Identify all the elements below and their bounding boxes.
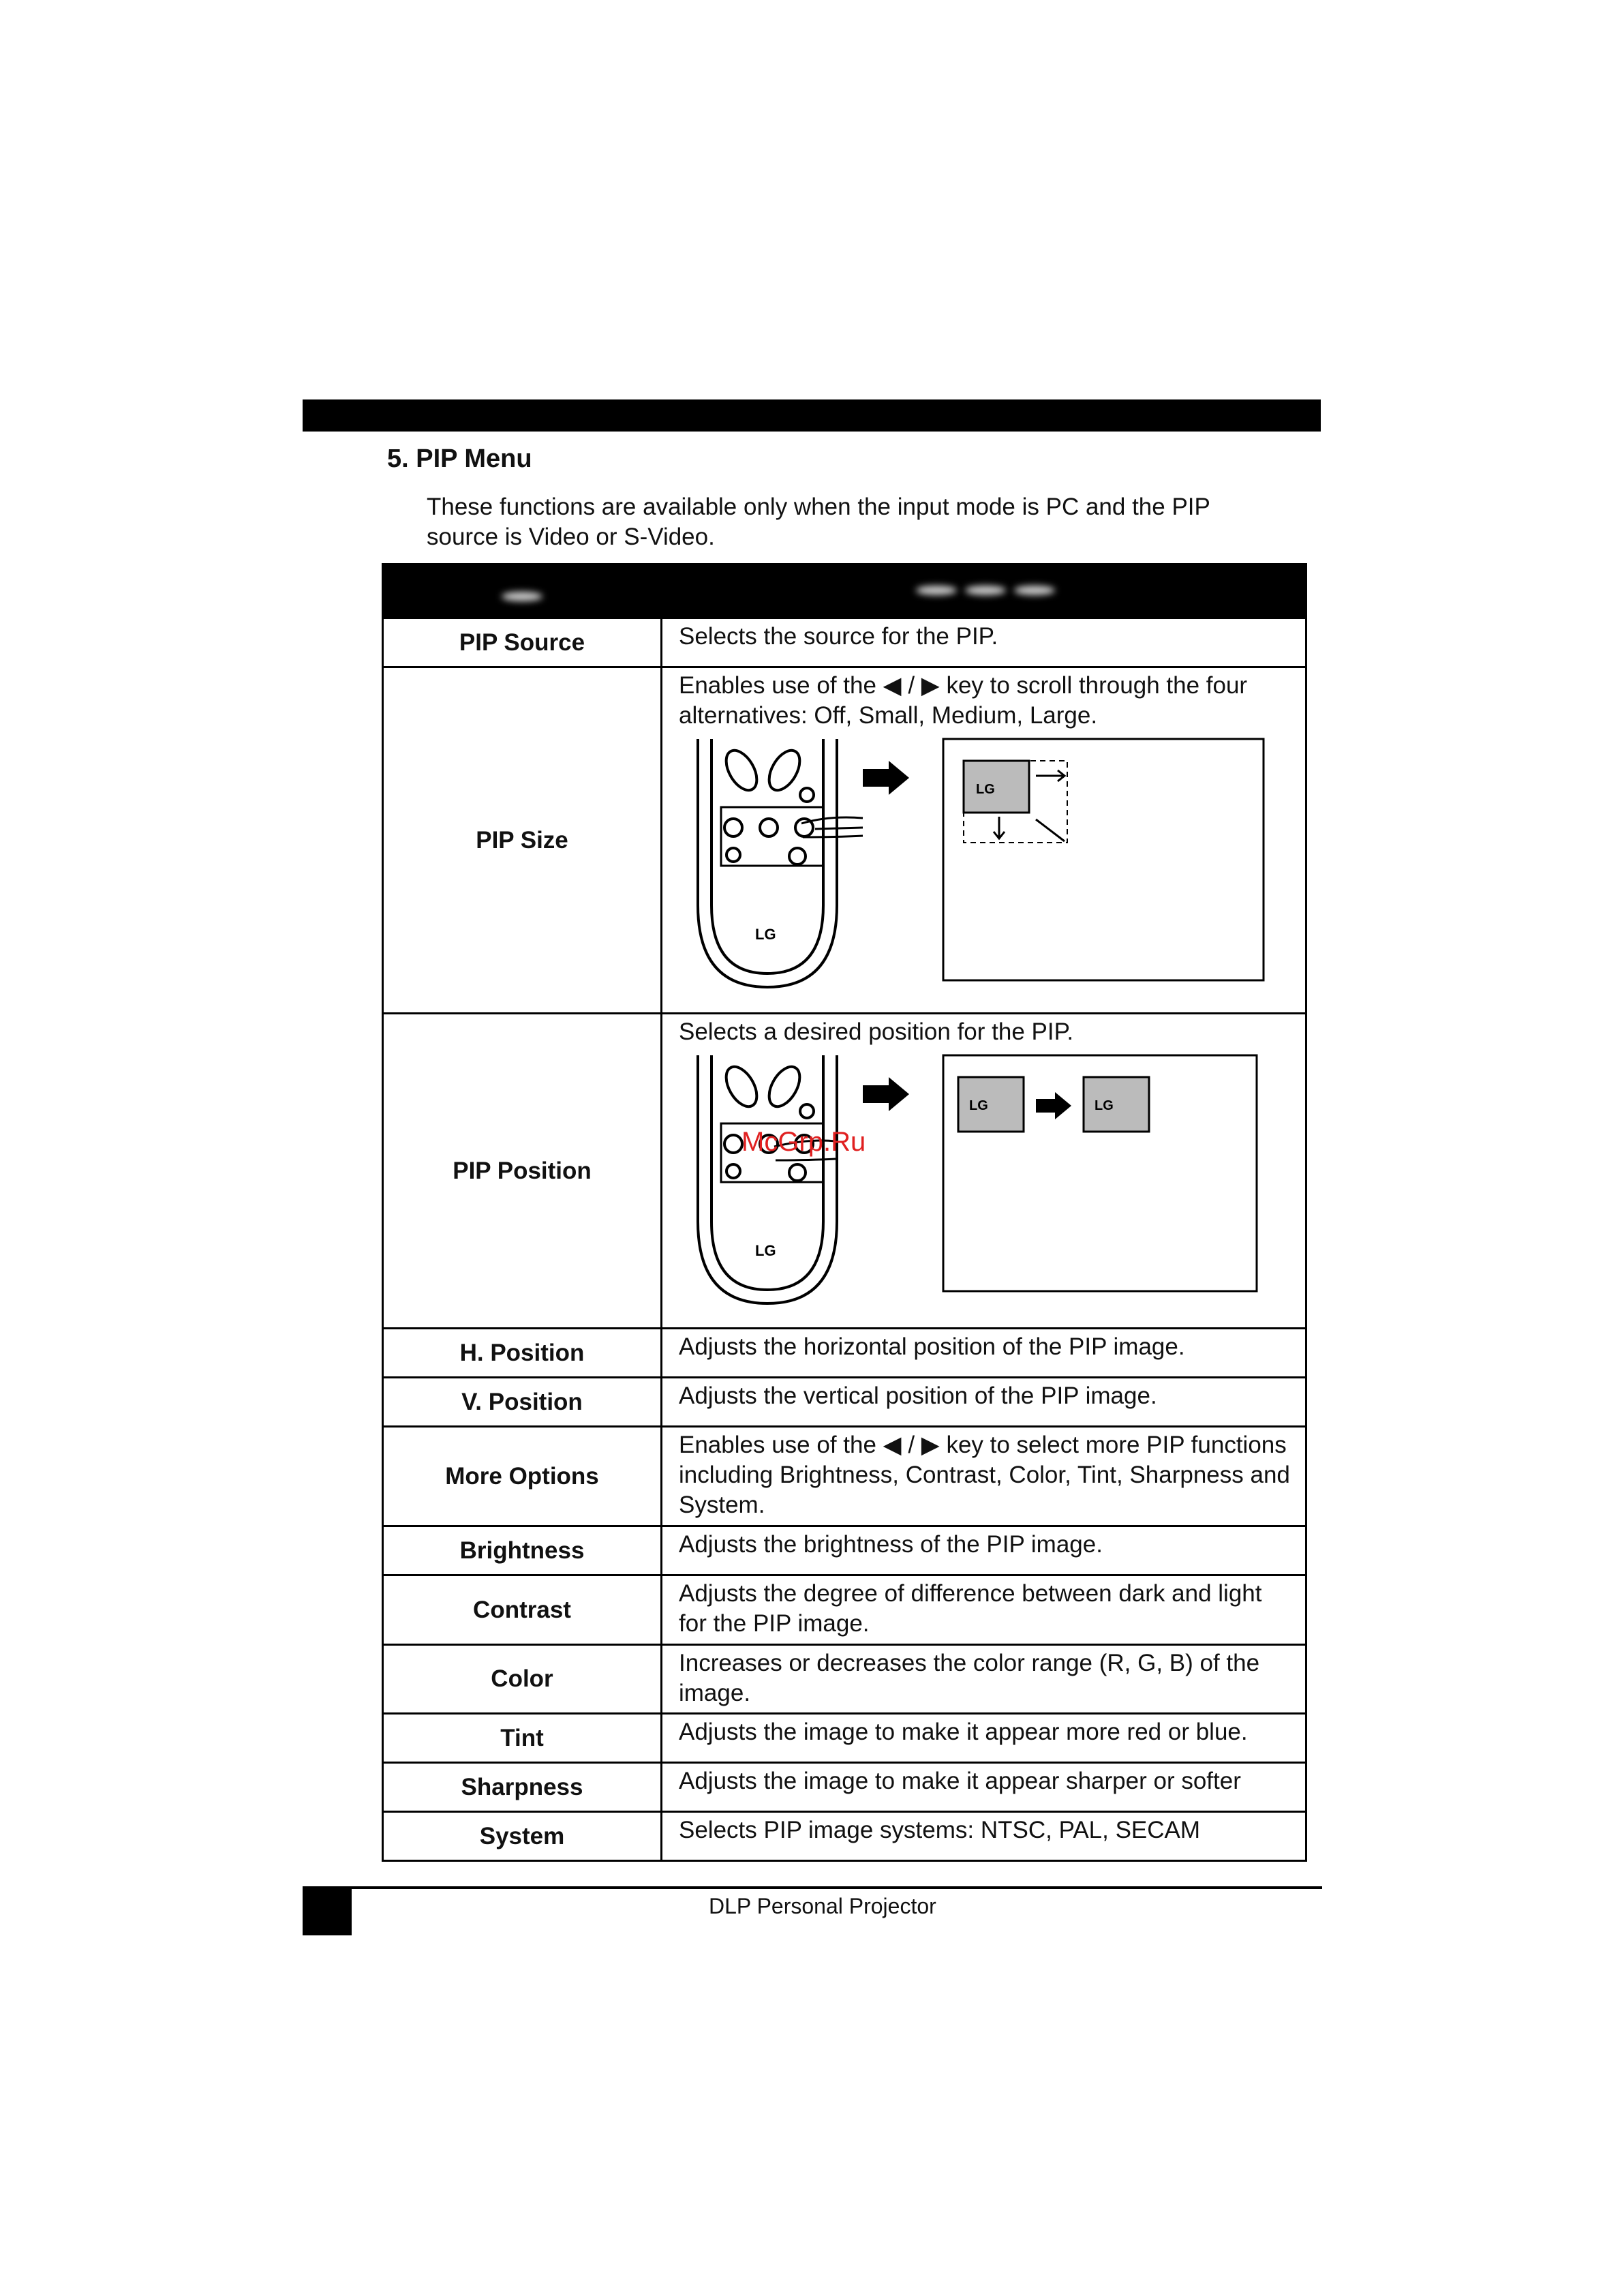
pip-logo: LG bbox=[976, 782, 995, 797]
table-row bbox=[383, 1378, 1306, 1427]
row-label: PIP Size bbox=[383, 667, 662, 1014]
watermark: McGrp.Ru bbox=[741, 1127, 866, 1157]
table-row bbox=[383, 1014, 1306, 1329]
table-row bbox=[383, 667, 1306, 1014]
row-description: Adjusts the image to make it appear more red or blue. bbox=[662, 1714, 1306, 1763]
pip-logo: LG bbox=[1095, 1098, 1114, 1113]
remote-control-icon bbox=[698, 739, 863, 987]
row-label: Color bbox=[383, 1645, 662, 1714]
desc-part: Enables use of the bbox=[679, 672, 876, 699]
desc-part: / bbox=[908, 672, 915, 699]
row-description: Adjusts the vertical position of the PIP image. bbox=[662, 1378, 1306, 1427]
header-bar bbox=[303, 399, 1321, 432]
left-arrow-icon: ◀ bbox=[883, 672, 902, 699]
table-row bbox=[383, 618, 1306, 667]
page-number-tab bbox=[303, 1886, 352, 1935]
desc-part: Selects a desired position for the PIP. bbox=[679, 1018, 1074, 1045]
right-arrow-icon: ▶ bbox=[921, 672, 940, 699]
pip-window bbox=[964, 761, 1029, 813]
table-row bbox=[383, 1645, 1306, 1714]
row-description: Adjusts the horizontal position of the PIP image. bbox=[662, 1329, 1306, 1378]
table-row bbox=[383, 1714, 1306, 1763]
row-description: Increases or decreases the color range (R, G, B) of the image. bbox=[662, 1645, 1306, 1714]
row-description bbox=[662, 667, 1306, 1014]
pip-size-illustration bbox=[679, 735, 1292, 994]
table-row bbox=[383, 1763, 1306, 1812]
remote-logo: LG bbox=[755, 926, 776, 943]
row-label: System bbox=[383, 1812, 662, 1861]
header-cell-description bbox=[662, 564, 1306, 618]
row-description bbox=[662, 1427, 1306, 1526]
table-row bbox=[383, 1329, 1306, 1378]
footer-rule bbox=[303, 1886, 1322, 1889]
row-label: V. Position bbox=[383, 1378, 662, 1427]
right-arrow-icon: ▶ bbox=[921, 1432, 940, 1458]
left-arrow-icon: ◀ bbox=[883, 1432, 902, 1458]
desc-part: / bbox=[908, 1432, 915, 1458]
pip-logo: LG bbox=[969, 1098, 988, 1113]
row-description: Adjusts the brightness of the PIP image. bbox=[662, 1526, 1306, 1575]
row-label: Tint bbox=[383, 1714, 662, 1763]
remote-logo: LG bbox=[755, 1242, 776, 1259]
right-arrow-icon bbox=[863, 761, 909, 795]
pip-window-to bbox=[1084, 1077, 1149, 1132]
row-description: Selects the source for the PIP. bbox=[662, 618, 1306, 667]
row-label: Contrast bbox=[383, 1575, 662, 1645]
row-label: PIP Source bbox=[383, 618, 662, 667]
table-row bbox=[383, 1575, 1306, 1645]
intro-text: These functions are available only when the input mode is PC and the PIP source is Video or S-Video. bbox=[427, 494, 1210, 550]
table-header bbox=[383, 564, 1306, 618]
table-row bbox=[383, 1812, 1306, 1861]
pip-menu-table bbox=[382, 563, 1307, 1862]
row-description bbox=[662, 1014, 1306, 1329]
row-description: Adjusts the image to make it appear sharper or softer bbox=[662, 1763, 1306, 1812]
table-row bbox=[383, 1427, 1306, 1526]
row-label: H. Position bbox=[383, 1329, 662, 1378]
section-title: 5. PIP Menu bbox=[387, 444, 532, 473]
table-row bbox=[383, 1526, 1306, 1575]
move-arrow-icon bbox=[1036, 1092, 1071, 1119]
desc-part: key to scroll through the four alternatives: Off, Small, Medium, Large. bbox=[679, 672, 1248, 729]
row-description: Selects PIP image systems: NTSC, PAL, SECAM bbox=[662, 1812, 1306, 1861]
remote-control-icon bbox=[698, 1055, 837, 1303]
pip-position-illustration bbox=[679, 1051, 1292, 1310]
right-arrow-icon bbox=[863, 1077, 909, 1111]
row-label: Brightness bbox=[383, 1526, 662, 1575]
row-description: Adjusts the degree of difference between dark and light for the PIP image. bbox=[662, 1575, 1306, 1645]
desc-part: Enables use of the bbox=[679, 1432, 876, 1458]
row-label: Sharpness bbox=[383, 1763, 662, 1812]
row-label: PIP Position bbox=[383, 1014, 662, 1329]
pip-window-from bbox=[958, 1077, 1024, 1132]
header-cell-item bbox=[383, 564, 662, 618]
footer-title: DLP Personal Projector bbox=[709, 1894, 936, 1918]
desc-part: key to select more PIP functions including Brightness, Contrast, Color, Tint, Sharpness and System. bbox=[679, 1432, 1290, 1518]
row-label: More Options bbox=[383, 1427, 662, 1526]
